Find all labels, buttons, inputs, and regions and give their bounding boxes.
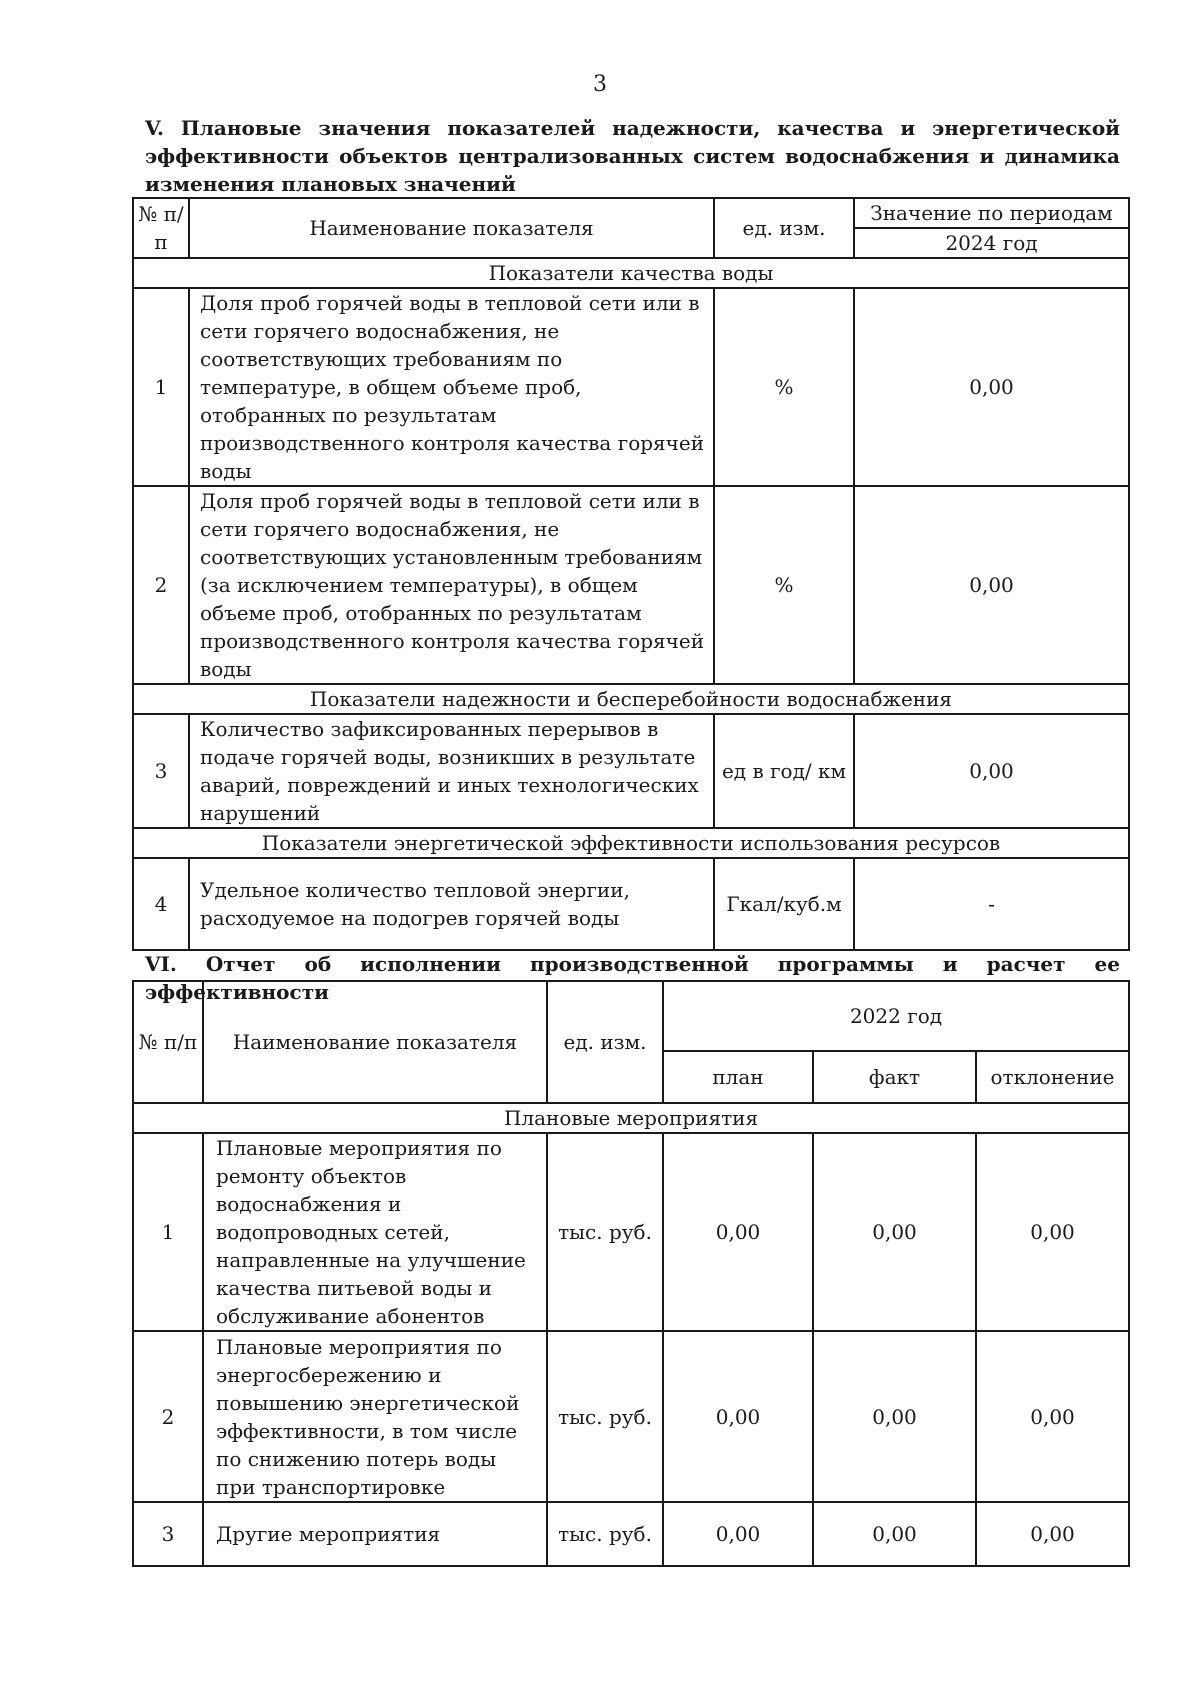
header-name: Наименование показателя	[189, 198, 714, 258]
row-value: 0,00	[854, 486, 1129, 684]
section-5-table	[132, 197, 1130, 951]
header-row	[133, 198, 1129, 228]
row-name: Количество зафиксированных перерывов в подаче горячей воды, возникших в результате аварий, повреждений и иных технологических нарушений	[189, 714, 714, 828]
row-value: 0,00	[854, 288, 1129, 486]
row-value: -	[854, 858, 1129, 950]
header-row	[133, 981, 1129, 1051]
row-name: Удельное количество тепловой энергии, расходуемое на подогрев горячей воды	[189, 858, 714, 950]
section-5-title: V. Плановые значения показателей надежности, качества и энергетической эффективности объектов централизованных систем водоснабжения и динамика изменения плановых значений	[145, 116, 1120, 196]
row-plan: 0,00	[663, 1133, 813, 1331]
group-label: Показатели энергетической эффективности использования ресурсов	[133, 828, 1129, 858]
row-plan: 0,00	[663, 1331, 813, 1502]
row-plan: 0,00	[663, 1502, 813, 1566]
table-row	[133, 858, 1129, 950]
header-plan: план	[663, 1051, 813, 1103]
row-deviation: 0,00	[976, 1331, 1129, 1502]
group-row	[133, 828, 1129, 858]
header-fact: факт	[813, 1051, 976, 1103]
row-unit: Гкал/куб.м	[714, 858, 854, 950]
header-unit: ед. изм.	[714, 198, 854, 258]
row-unit: тыс. руб.	[547, 1331, 663, 1502]
row-fact: 0,00	[813, 1502, 976, 1566]
header-deviation: отклонение	[976, 1051, 1129, 1103]
row-unit: %	[714, 486, 854, 684]
table-row	[133, 486, 1129, 684]
group-label: Показатели надежности и бесперебойности водоснабжения	[133, 684, 1129, 714]
row-name: Другие мероприятия	[203, 1502, 547, 1566]
row-unit: %	[714, 288, 854, 486]
table-row	[133, 1331, 1129, 1502]
header-year: 2022 год	[663, 981, 1129, 1051]
row-deviation: 0,00	[976, 1502, 1129, 1566]
group-label: Плановые мероприятия	[133, 1103, 1129, 1133]
row-name: Плановые мероприятия по энергосбережению и повышению энергетической эффективности, в том числе по снижению потерь воды при транспортировке	[203, 1331, 547, 1502]
table-row	[133, 288, 1129, 486]
row-num: 2	[133, 486, 189, 684]
row-name: Доля проб горячей воды в тепловой сети или в сети горячего водоснабжения, не соответствующих требованиям по температуре, в общем объеме проб, отобранных по результатам производственного контроля качества горячей воды	[189, 288, 714, 486]
header-num: № п/п	[133, 981, 203, 1103]
group-row	[133, 1103, 1129, 1133]
page-number: 3	[593, 72, 607, 97]
row-name: Плановые мероприятия по ремонту объектов водоснабжения и водопроводных сетей, направленные на улучшение качества питьевой воды и обслуживание абонентов	[203, 1133, 547, 1331]
group-row	[133, 258, 1129, 288]
row-fact: 0,00	[813, 1133, 976, 1331]
row-value: 0,00	[854, 714, 1129, 828]
row-num: 4	[133, 858, 189, 950]
group-label: Показатели качества воды	[133, 258, 1129, 288]
header-period: Значение по периодам	[854, 198, 1129, 228]
row-unit: ед в год/ км	[714, 714, 854, 828]
row-fact: 0,00	[813, 1331, 976, 1502]
row-name: Доля проб горячей воды в тепловой сети или в сети горячего водоснабжения, не соответствующих установленным требованиям (за исключением температуры), в общем объеме проб, отобранных по результатам производственного контроля качества горячей воды	[189, 486, 714, 684]
row-num: 2	[133, 1331, 203, 1502]
header-name: Наименование показателя	[203, 981, 547, 1103]
table-row	[133, 714, 1129, 828]
header-num: № п/п	[133, 198, 189, 258]
row-unit: тыс. руб.	[547, 1502, 663, 1566]
header-unit: ед. изм.	[547, 981, 663, 1103]
table-row	[133, 1133, 1129, 1331]
row-num: 3	[133, 714, 189, 828]
row-deviation: 0,00	[976, 1133, 1129, 1331]
header-year: 2024 год	[854, 228, 1129, 258]
row-num: 3	[133, 1502, 203, 1566]
row-num: 1	[133, 1133, 203, 1331]
section-6-title: VI. Отчет об исполнении производственной программы и расчет ее эффективности	[145, 952, 1120, 1004]
row-unit: тыс. руб.	[547, 1133, 663, 1331]
table-row	[133, 1502, 1129, 1566]
row-num: 1	[133, 288, 189, 486]
section-6-table	[132, 980, 1130, 1567]
group-row	[133, 684, 1129, 714]
